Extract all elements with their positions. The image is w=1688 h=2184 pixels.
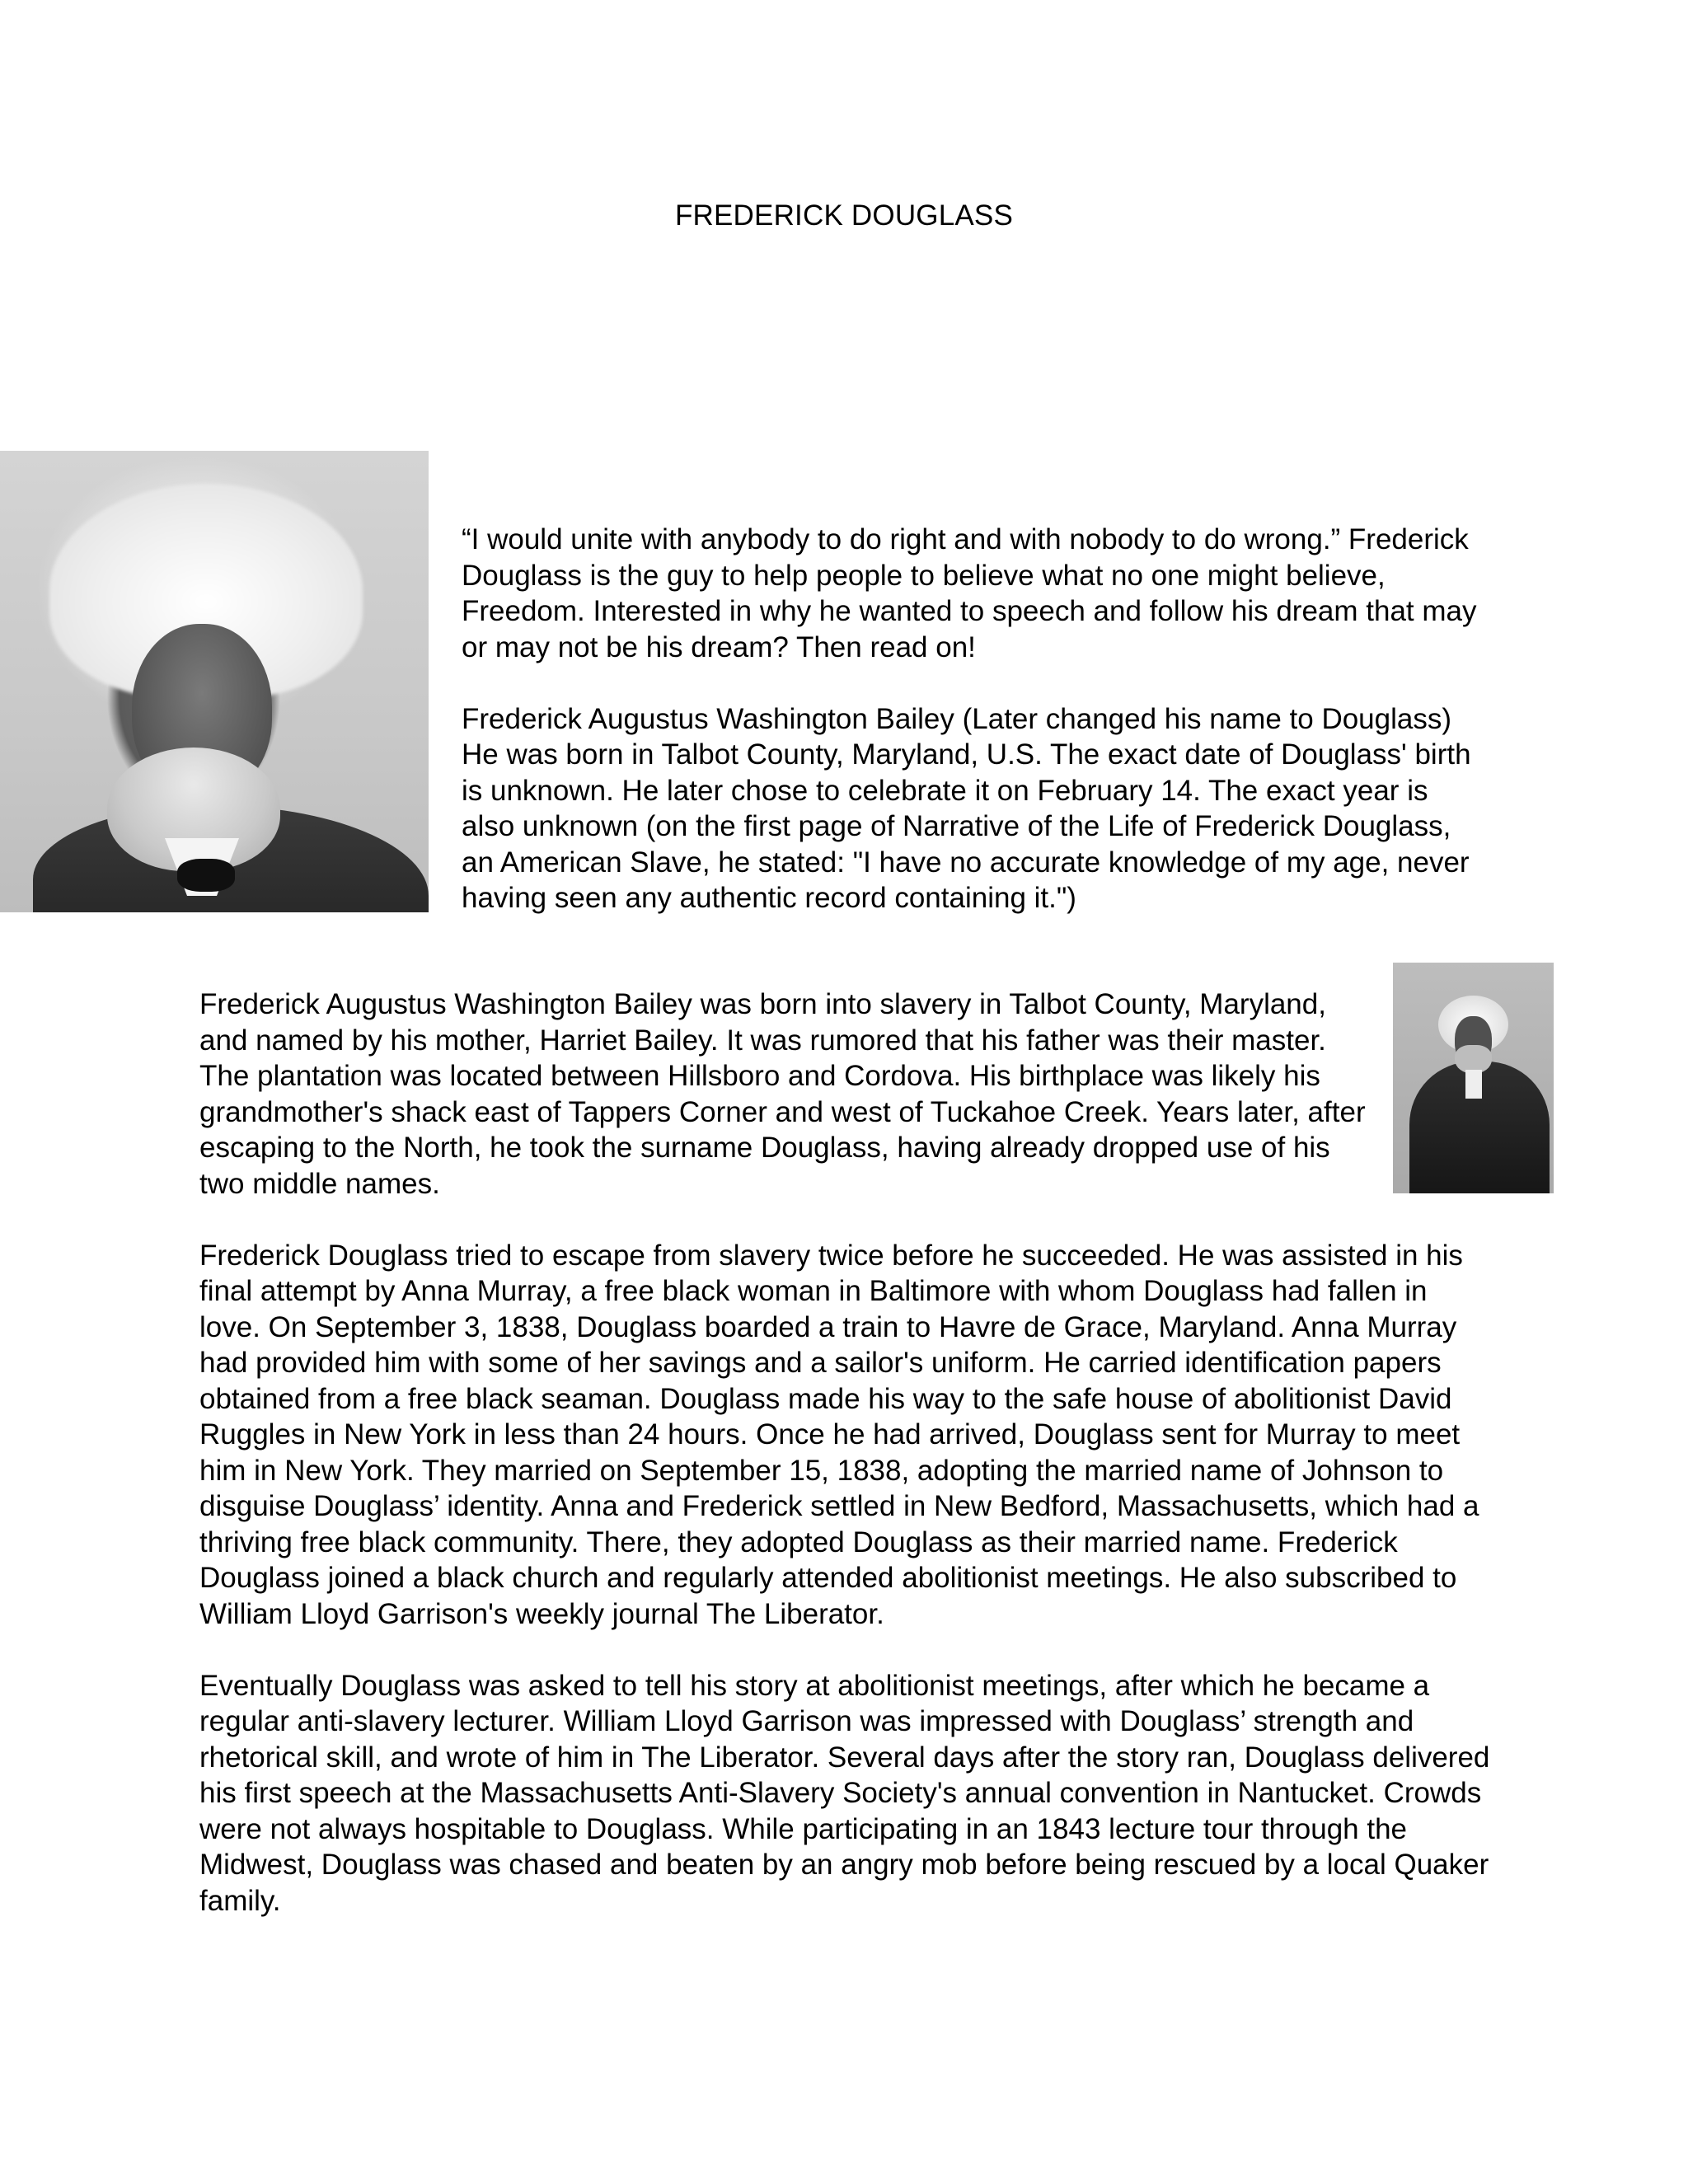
body-paragraph-lecturer: Eventually Douglass was asked to tell his story at abolitionist meetings, after which he became a regular anti-slavery lecturer. William Lloyd Garrison was impressed with Douglass’ strength and rhetorical skill, and wrote of him in The Liberator. Several days after the story ran, Douglass delivered his first speech at the Massachusetts Anti-Slavery Society's annual convention in Nantucket. Crowds were not always hospitable to Douglass. While participating in an 1843 lecture tour through the Midwest, Douglass was chased and beaten by an angry mob before being rescued by a local Quaker family. (199, 1669, 1490, 1917)
portrait-bowtie (177, 859, 235, 892)
body-section (199, 987, 1493, 1919)
page-title: FREDERICK DOUGLASS (674, 199, 1014, 232)
intro-paragraph-birth: Frederick Augustus Washington Bailey (Later changed his name to Douglass) He was born in Talbot County, Maryland, U.S. The exact date of Douglass' birth is unknown. He later chose to celebrate it on February 14. The exact year is also unknown (on the first page of Narrative of the Life of Frederick Douglass, an American Slave, he stated: "I have no accurate knowledge of my age, never having seen any authentic record containing it.") (462, 702, 1471, 914)
body-paragraph-early-life: Frederick Augustus Washington Bailey was born into slavery in Talbot County, Maryland, and named by his mother, Harriet Bailey. It was rumored that his father was their master. The plantation was located between Hillsboro and Cordova. His birthplace was likely his grandmother's shack east of Tappers Corner and west of Tuckahoe Creek. Years later, after escaping to the North, he took the surname Douglass, having already dropped use of his two middle names. (199, 988, 1366, 1200)
portrait-photo-large (0, 451, 429, 912)
body-paragraph-escape: Frederick Douglass tried to escape from slavery twice before he succeeded. He was assisted in his final attempt by Anna Murray, a free black woman in Baltimore with whom Douglass had fallen in love. On September 3, 1838, Douglass boarded a train to Havre de Grace, Maryland. Anna Murray had provided him with some of her savings and a sailor's uniform. He carried identification papers obtained from a free black seaman. Douglass made his way to the safe house of abolitionist David Ruggles in New York in less than 24 hours. Once he had arrived, Douglass sent for Murray to meet him in New York. They married on September 15, 1838, adopting the married name of Johnson to disguise Douglass’ identity. Anna and Frederick settled in New Bedford, Massachusetts, which had a thriving free black community. There, they adopted Douglass as their married name. Frederick Douglass joined a black church and regularly attended abolitionist meetings. He also subscribed to William Lloyd Garrison's weekly journal The Liberator. (199, 1239, 1479, 1630)
intro-paragraph-quote: “I would unite with anybody to do right and with nobody to do wrong.” Frederick Douglass is the guy to help people to believe what no one might believe, Freedom. Interested in why he wanted to speech and follow his dream that may or may not be his dream? Then read on! (462, 523, 1477, 663)
intro-section (462, 522, 1484, 916)
